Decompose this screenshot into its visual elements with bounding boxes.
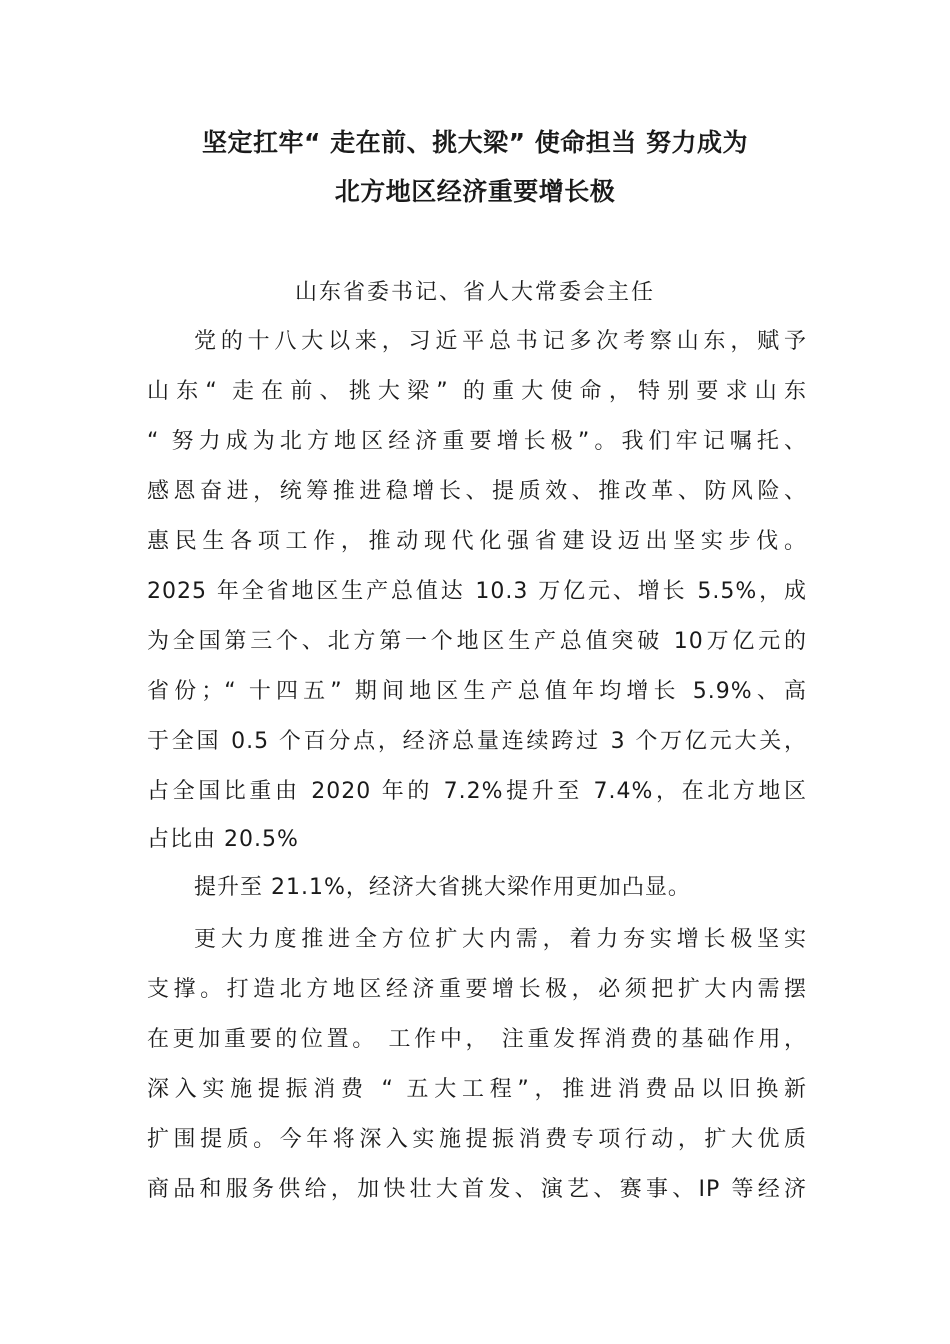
body-line: 支撑。打造北方地区经济重要增长极，必须把扩大内需摆 — [147, 977, 807, 1002]
body-line: 更大力度推进全方位扩大内需，着力夯实增长极坚实 — [194, 927, 807, 952]
body-line: 提升至 21.1%，经济大省挑大梁作用更加凸显。 — [194, 875, 691, 900]
body-line: 在更加重要的位置。 工作中， 注重发挥消费的基础作用， — [147, 1027, 807, 1052]
body-line: 占比由 20.5% — [147, 827, 299, 852]
body-line: 为全国第三个、北方第一个地区生产总值突破 10万亿元的 — [147, 629, 807, 654]
document-title-line-1: 坚定扛牢“ 走在前、挑大梁” 使命担当 努力成为 — [202, 128, 748, 157]
body-line: 省份；“ 十四五” 期间地区生产总值年均增长 5.9%、高 — [147, 679, 807, 704]
body-line: “ 努力成为北方地区经济重要增长极”。我们牢记嘱托、 — [147, 429, 807, 454]
body-line: 感恩奋进，统筹推进稳增长、提质效、推改革、防风险、 — [147, 479, 807, 504]
body-line: 党的十八大以来，习近平总书记多次考察山东，赋予 — [194, 329, 807, 354]
body-line: 于全国 0.5 个百分点，经济总量连续跨过 3 个万亿元大关， — [147, 729, 807, 754]
body-line: 深入实施提振消费 “ 五大工程”，推进消费品以旧换新 — [147, 1077, 807, 1102]
document-title-line-2: 北方地区经济重要增长极 — [334, 177, 616, 206]
body-line: 占全国比重由 2020 年的 7.2%提升至 7.4%，在北方地区 — [147, 779, 807, 804]
author-byline: 山东省委书记、省人大常委会主任 — [294, 280, 655, 305]
body-line: 惠民生各项工作，推动现代化强省建设迈出坚实步伐。 — [147, 529, 807, 554]
body-line: 扩围提质。今年将深入实施提振消费专项行动，扩大优质 — [147, 1127, 807, 1152]
body-line: 2025 年全省地区生产总值达 10.3 万亿元、增长 5.5%，成 — [147, 579, 807, 604]
body-line: 山东“ 走在前、挑大梁” 的重大使命，特别要求山东 — [147, 379, 807, 404]
body-line: 商品和服务供给，加快壮大首发、演艺、赛事、IP 等经济 — [147, 1177, 807, 1202]
